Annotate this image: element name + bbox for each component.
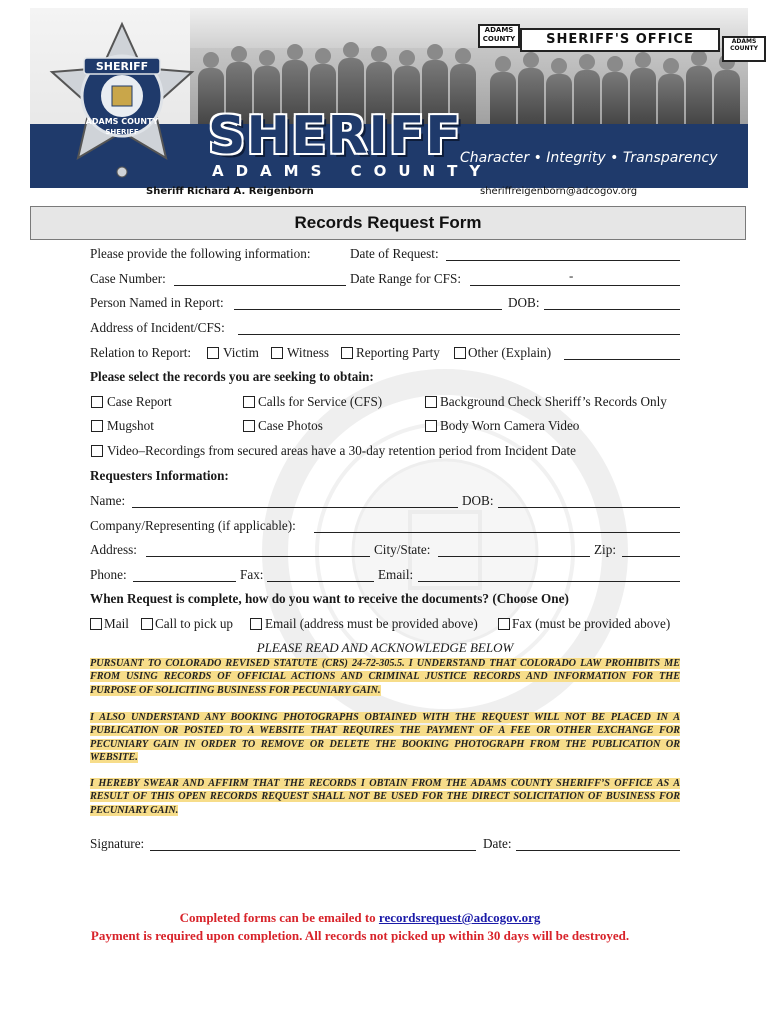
- sheriff-star-badge-icon: [46, 20, 198, 180]
- photo-sign-adams-county: ADAMS COUNTY: [478, 24, 520, 48]
- requester-dob-label: DOB:: [462, 493, 494, 508]
- date-of-request-field[interactable]: [446, 260, 680, 261]
- phone-label: Phone:: [90, 567, 127, 582]
- video-recordings-label: Video–Recordings from secured areas have a 30-day retention period from Incident Date: [107, 443, 577, 458]
- delivery-mail-checkbox[interactable]: [90, 618, 102, 630]
- svg-text:SHERIFF: SHERIFF: [105, 128, 139, 136]
- fax-field[interactable]: [267, 581, 374, 582]
- relation-witness-checkbox[interactable]: [271, 347, 283, 359]
- case-report-label: Case Report: [107, 394, 172, 409]
- relation-reporting-party-checkbox[interactable]: [341, 347, 353, 359]
- body-worn-camera-label: Body Worn Camera Video: [440, 418, 580, 433]
- case-number-field[interactable]: [174, 285, 346, 286]
- footer-email-line: [0, 910, 720, 926]
- footer-payment-notice: Payment is required upon completion. All records not picked up within 30 days will be destroyed.: [90, 928, 630, 943]
- legal-paragraph-1: [90, 657, 680, 697]
- address-incident-field[interactable]: [238, 334, 680, 335]
- signature-field[interactable]: [150, 850, 476, 851]
- legal-paragraph-2: [90, 711, 680, 764]
- relation-reporting-party-label: Reporting Party: [356, 345, 440, 360]
- city-state-field[interactable]: [438, 556, 590, 557]
- delivery-email-checkbox[interactable]: [250, 618, 262, 630]
- records-heading: Please select the records you are seeking to obtain:: [90, 369, 374, 384]
- delivery-pickup-checkbox[interactable]: [141, 618, 153, 630]
- case-photos-checkbox[interactable]: [243, 420, 255, 432]
- footer-email-prefix: Completed forms can be emailed to: [179, 910, 379, 925]
- header-banner: [30, 8, 758, 186]
- date-of-request-label: Date of Request:: [350, 246, 439, 261]
- date-range-separator: -: [569, 268, 574, 283]
- case-photos-label: Case Photos: [258, 418, 323, 433]
- requester-dob-field[interactable]: [498, 507, 680, 508]
- relation-victim-checkbox[interactable]: [207, 347, 219, 359]
- relation-other-label: Other (Explain): [468, 345, 552, 360]
- fax-label: Fax:: [240, 567, 264, 582]
- name-field[interactable]: [132, 507, 458, 508]
- email-field[interactable]: [418, 581, 680, 582]
- motto: Character • Integrity • Transparency: [460, 150, 718, 166]
- signature-label: Signature:: [90, 836, 145, 851]
- relation-other-checkbox[interactable]: [454, 347, 466, 359]
- signature-date-label: Date:: [483, 836, 512, 851]
- date-range-field[interactable]: [470, 285, 680, 286]
- form-title-bar: [30, 206, 746, 240]
- body-worn-camera-checkbox[interactable]: [425, 420, 437, 432]
- email-label: Email:: [378, 567, 414, 582]
- company-label: Company/Representing (if applicable):: [90, 518, 296, 533]
- intro-text: Please provide the following information:: [90, 246, 311, 261]
- delivery-mail-label: Mail: [104, 616, 129, 631]
- legal-paragraph-3-text: I HEREBY SWEAR AND AFFIRM THAT THE RECORDS I OBTAIN FROM THE ADAMS COUNTY SHERIFF’S OFFICE AS A RESULT OF THIS OPEN RECORDS REQUEST SHALL NOT BE USED FOR THE DIRECT SOLICITATION OF BUSINESS FOR PECUNIARY GAIN.: [90, 778, 680, 816]
- case-report-checkbox[interactable]: [91, 396, 103, 408]
- sheriff-wordmark: SHERIFF: [208, 106, 462, 166]
- name-label: Name:: [90, 493, 126, 508]
- svg-text:ADAMS COUNTY: ADAMS COUNTY: [85, 117, 159, 126]
- legal-paragraph-2-text: I ALSO UNDERSTAND ANY BOOKING PHOTOGRAPHS OBTAINED WITH THE REQUEST WILL NOT BE PLACED IN A PUBLICATION OR POSTED TO A WEBSITE THAT REQUIRES THE PAYMENT OF A FEE OR OTHER EXCHANGE FOR PECUNIARY GAIN IN ORDER TO REMOVE OR DELETE THE BOOKING PHOTOGRAPH FROM THE PUBLICATION OR WEBSITE.: [90, 712, 680, 763]
- date-range-label: Date Range for CFS:: [350, 271, 461, 286]
- delivery-fax-label: Fax (must be provided above): [512, 616, 671, 631]
- county-name: ADAMS COUNTY: [212, 162, 493, 180]
- zip-label: Zip:: [594, 542, 616, 557]
- zip-field[interactable]: [622, 556, 680, 557]
- acknowledge-heading: PLEASE READ AND ACKNOWLEDGE BELOW: [256, 640, 514, 655]
- form-title: Records Request Form: [294, 213, 482, 232]
- delivery-heading: When Request is complete, how do you want to receive the documents? (Choose One): [90, 591, 569, 606]
- case-number-label: Case Number:: [90, 271, 166, 286]
- dob-label: DOB:: [508, 295, 540, 310]
- calls-for-service-checkbox[interactable]: [243, 396, 255, 408]
- background-check-checkbox[interactable]: [425, 396, 437, 408]
- requesters-heading: Requesters Information:: [90, 468, 229, 483]
- person-named-field[interactable]: [234, 309, 502, 310]
- mugshot-checkbox[interactable]: [91, 420, 103, 432]
- delivery-email-label: Email (address must be provided above): [265, 616, 478, 631]
- video-recordings-checkbox[interactable]: [91, 445, 103, 457]
- records-request-email-link[interactable]: recordsrequest@adcogov.org: [378, 910, 541, 925]
- company-field[interactable]: [314, 532, 680, 533]
- mugshot-label: Mugshot: [107, 418, 154, 433]
- legal-paragraph-3: [90, 777, 680, 817]
- relation-victim-label: Victim: [223, 345, 259, 360]
- signature-date-field[interactable]: [516, 850, 680, 851]
- dob-field[interactable]: [544, 309, 680, 310]
- phone-field[interactable]: [133, 581, 236, 582]
- photo-sign-sheriffs-office: SHERIFF'S OFFICE: [520, 28, 720, 52]
- sheriff-name: Sheriff Richard A. Reigenborn: [146, 186, 314, 197]
- svg-text:SHERIFF: SHERIFF: [95, 60, 149, 73]
- background-check-label: Background Check Sheriff’s Records Only: [440, 394, 667, 409]
- relation-label: Relation to Report:: [90, 345, 192, 360]
- address-field[interactable]: [146, 556, 370, 557]
- calls-for-service-label: Calls for Service (CFS): [258, 394, 383, 409]
- photo-sign-small-right: ADAMS COUNTY: [722, 36, 766, 62]
- person-named-label: Person Named in Report:: [90, 295, 224, 310]
- city-state-label: City/State:: [374, 542, 431, 557]
- legal-paragraph-1-text: PURSUANT TO COLORADO REVISED STATUTE (CRS) 24-72-305.5. I UNDERSTAND THAT COLORADO LAW PROHIBITS ME FROM USING RECORDS OF OFFICIAL ACTIONS AND CRIMINAL JUSTICE RECORDS AND INFORMATION FOR THE PURPOSE OF SOLICITING BUSINESS FOR PECUNIARY GAIN.: [90, 658, 680, 696]
- relation-other-field[interactable]: [564, 359, 680, 360]
- relation-witness-label: Witness: [287, 345, 329, 360]
- sheriff-email: sheriffreigenborn@adcogov.org: [480, 186, 638, 197]
- address-incident-label: Address of Incident/CFS:: [90, 320, 225, 335]
- delivery-fax-checkbox[interactable]: [498, 618, 510, 630]
- delivery-pickup-label: Call to pick up: [155, 616, 234, 631]
- address-label: Address:: [90, 542, 137, 557]
